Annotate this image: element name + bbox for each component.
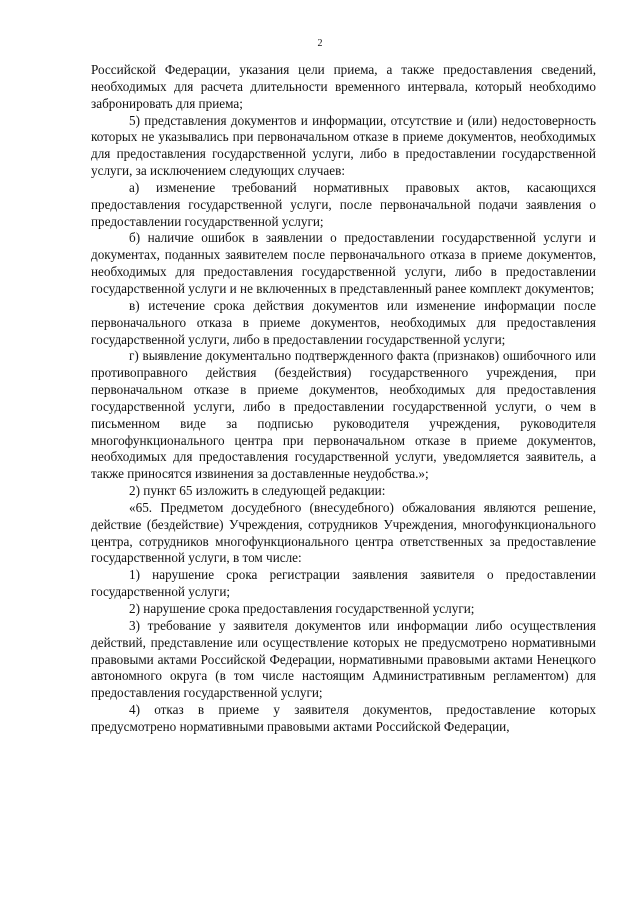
document-body <box>91 62 596 736</box>
paragraph-subitem-b: б) наличие ошибок в заявлении о предоставлении государственной услуги и документах, поданных заявителем после первоначального отказа в приеме документов, необходимых для предоставления государственной услуги, либо в предоставлении государственной услуги и не включенных в представленный ранее комплект документов; <box>91 230 596 296</box>
paragraph-continuation: Российской Федерации, указания цели приема, а также предоставления сведений, необходимых для расчета длительности временного интервала, который необходимо забронировать для приема; <box>91 62 596 111</box>
paragraph-clause-65-item-2: 2) нарушение срока предоставления государственной услуги; <box>129 601 475 616</box>
paragraph-subitem-a: а) изменение требований нормативных правовых актов, касающихся предоставления государственной услуги, после первоначальной подачи заявления о предоставлении государственной услуги; <box>91 179 596 229</box>
paragraph-subitem-g: г) выявление документально подтвержденного факта (признаков) ошибочного или противоправного действия (бездействия) государственного учреждения, при первоначальном отказе в приеме документов, необходимых для предоставления государственной услуги, либо в предоставлении государственной услуги, о чем в письменном виде за подписью руководителя учреждения, руководителя многофункционального центра при первоначальном отказе в приеме документов, необходимых для предоставления государственной услуги, уведомляется заявитель, а также приносятся извинения за доставленные неудобства.»; <box>91 348 596 482</box>
paragraph-subitem-v: в) истечение срока действия документов или изменение информации после первоначального отказа в приеме документов, необходимых для предоставления государственной услуги, либо в предоставлении государственной услуги; <box>91 297 596 347</box>
paragraph-clause-65: «65. Предметом досудебного (внесудебного) обжалования являются решение, действие (бездействие) Учреждения, сотрудников Учреждения, многофункционального центра, сотрудников многофункционального центра ответственных за предоставление государственной услуги, в том числе: <box>91 499 596 566</box>
paragraph-clause-65-item-4: 4) отказ в приеме у заявителя документов, предоставление которых предусмотрено нормативными правовыми актами Российской Федерации, <box>91 702 596 734</box>
paragraph-item-5: 5) представления документов и информации, отсутствие и (или) недостоверность которых не указывались при первоначальном отказе в приеме документов, необходимых для предоставления государственной услуги, либо в предоставлении государственной услуги, за исключением следующих случаев: <box>91 112 596 179</box>
paragraph-clause-65-item-1: 1) нарушение срока регистрации заявления заявителя о предоставлении государственной услуги; <box>91 567 596 600</box>
page-number: 2 <box>317 38 323 49</box>
paragraph-clause-65-item-3: 3) требование у заявителя документов или информации либо осуществления действий, представление или осуществление которых не предусмотрено нормативными правовыми актами Российской Федерации, нормативными правовыми актами Ненецкого автономного округа (в том числе настоящим Административным регламентом) для предоставления государственной услуги; <box>91 617 596 701</box>
paragraph-item-2: 2) пункт 65 изложить в следующей редакции: <box>129 483 386 499</box>
